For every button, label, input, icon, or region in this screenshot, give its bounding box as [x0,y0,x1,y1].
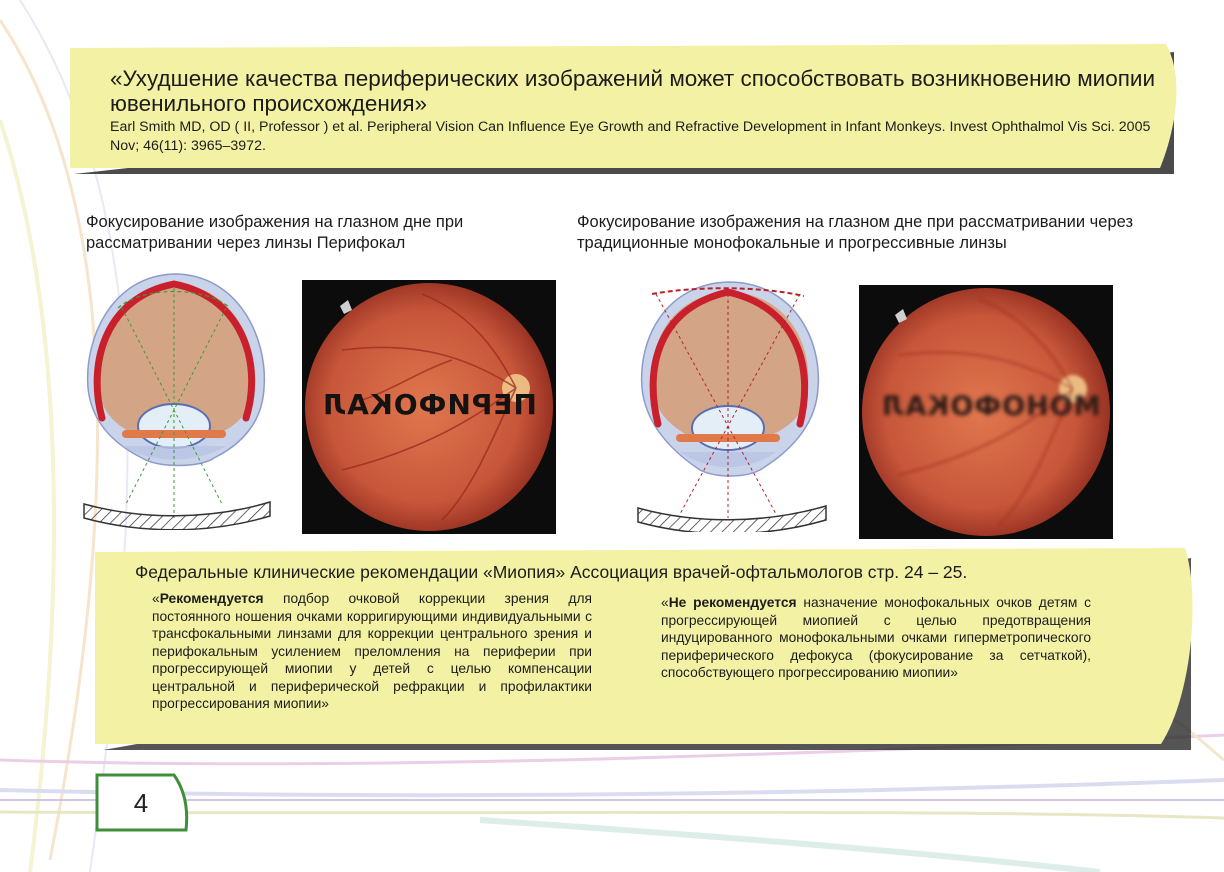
citation-text: Earl Smith MD, OD ( II, Professor ) et al. Peripheral Vision Can Influence Eye Growth and Refractive Development in Infant Monkeys. Invest Ophthalmol Vis Sci. 2005 Nov; 46(11): 3965–3972. [110,119,1151,154]
left-panel-caption: Фокусирование изображения на глазном дне при рассматривании через линзы Перифокал [86,213,464,252]
fundus-word-monofocal: МОНОФОКАЛ [881,391,1101,422]
not-recommended-label: Не рекомендуется [668,595,797,610]
citation-banner [70,44,1182,176]
recommendations-banner [95,548,1195,752]
not-recommended-open-quote: « [661,595,669,610]
perifocal-fundus-photo [302,280,556,534]
quote-text: «Ухудшение качества периферических изображений может способствовать возникновению миопии ювенильного происхождения» [110,66,1156,116]
right-panel-caption: Фокусирование изображения на глазном дне при рассматривании через традиционные монофокальные и прогрессивные линзы [577,213,1134,252]
page-number: 4 [133,788,149,818]
monofocal-eye-diagram [636,278,832,532]
perifocal-eye-diagram [82,268,278,530]
recommendations-title: Федеральные клинические рекомендации «Миопия» Ассоциация врачей-офтальмологов стр. 24 – 25. [135,562,968,582]
recommended-body: подбор очковой коррекции зрения для постоянного ношения очками корригирующими индивидуальными с трансфокальными линзами для коррекции центрального зрения и перифокальным усилением преломления на периферии при прогрессирующей миопии у детей с целью компенсации центральной и периферической рефракции и профилактики прогрессирования миопии» [152,591,592,711]
recommended-open-quote: « [152,591,160,606]
not-recommended-body: назначение монофокальных очков детям с прогрессирующей миопией с целью предотвращения индуцированного монофокальными очками гиперметропического периферического дефокуса (фокусирование за сетчаткой), способствующего прогрессированию миопии» [661,595,1091,680]
fundus-word-perifocal: ПЕРИФОКАЛ [322,388,537,421]
page-number-box [94,772,190,834]
recommended-text [152,590,592,713]
recommended-label: Рекомендуется [159,591,264,606]
monofocal-fundus-photo [859,285,1113,539]
not-recommended-text [661,594,1091,682]
